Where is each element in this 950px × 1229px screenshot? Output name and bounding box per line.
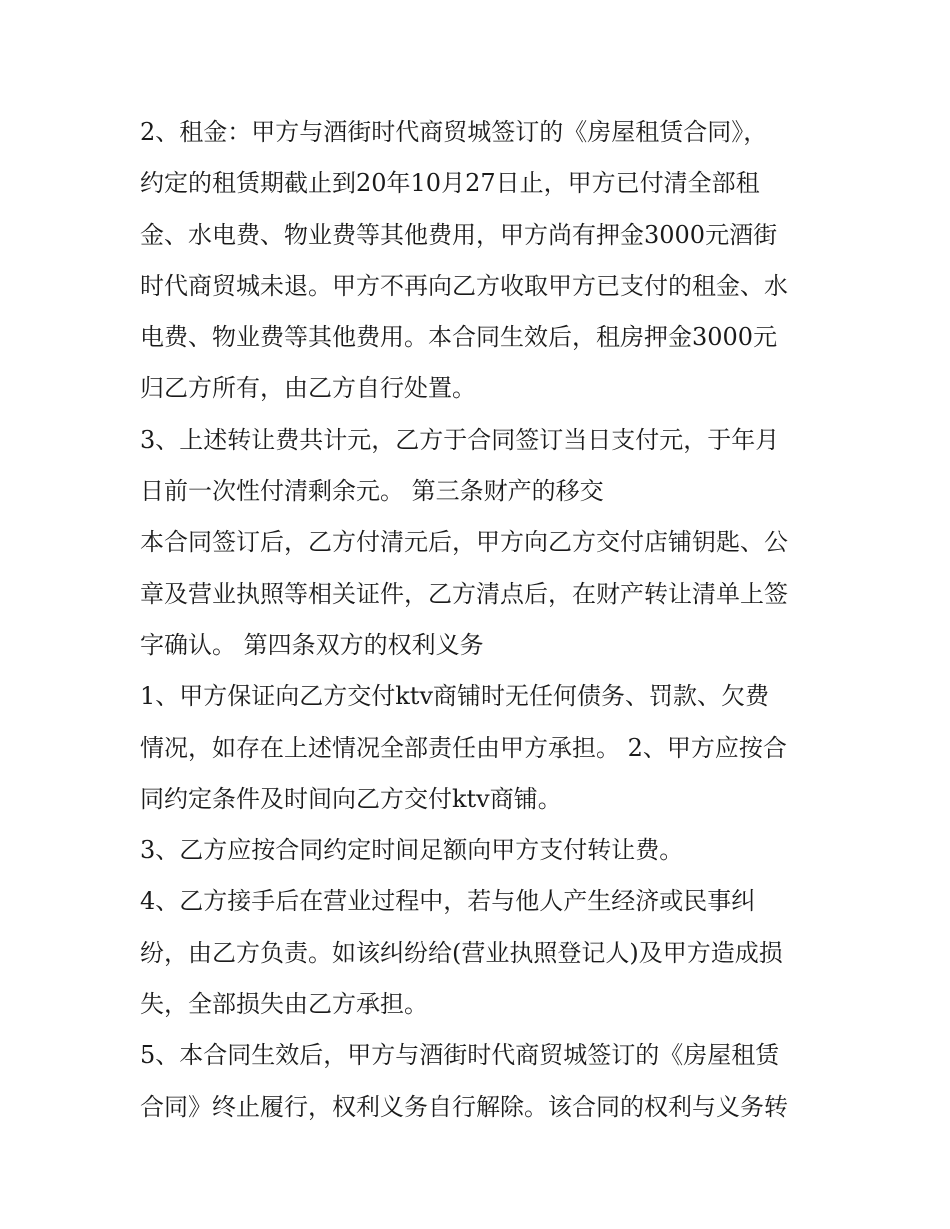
text-line: 情况，如存在上述情况全部责任由甲方承担。 2、甲方应按合 xyxy=(140,733,787,762)
text-line: 电费、物业费等其他费用。本合同生效后，租房押金3000元 xyxy=(140,323,778,352)
text-line: 纷，由乙方负责。如该纠纷给(营业执照登记人)及甲方造成损 xyxy=(140,938,783,967)
text-line: 5、本合同生效后，甲方与酒街时代商贸城签订的《房屋租赁 xyxy=(140,1041,780,1070)
text-line: 失，全部损失由乙方承担。 xyxy=(140,990,428,1019)
text-line: 金、水电费、物业费等其他费用，甲方尚有押金3000元酒街 xyxy=(140,220,778,249)
document-body xyxy=(140,107,820,1133)
text-line: 字确认。 第四条双方的权利义务 xyxy=(140,630,484,659)
text-line: 1、甲方保证向乙方交付ktv商铺时无任何债务、罚款、欠费 xyxy=(140,682,770,711)
text-line: 合同》终止履行，权利义务自行解除。该合同的权利与义务转 xyxy=(140,1092,788,1121)
text-line: 3、上述转让费共计元，乙方于合同签订当日支付元，于年月 xyxy=(140,425,780,454)
text-line: 4、乙方接手后在营业过程中，若与他人产生经济或民事纠 xyxy=(140,887,756,916)
text-line: 同约定条件及时间向乙方交付ktv商铺。 xyxy=(140,784,562,813)
text-line: 2、租金：甲方与酒街时代商贸城签订的《房屋租赁合同》， xyxy=(140,118,768,146)
text-line: 归乙方所有，由乙方自行处置。 xyxy=(140,374,476,403)
text-line: 章及营业执照等相关证件，乙方清点后，在财产转让清单上签 xyxy=(140,579,788,608)
text-line: 3、乙方应按合同约定时间足额向甲方支付转让费。 xyxy=(140,836,684,865)
text-line: 约定的租赁期截止到20年10月27日止，甲方已付清全部租 xyxy=(140,169,760,198)
text-line: 时代商贸城未退。甲方不再向乙方收取甲方已支付的租金、水 xyxy=(140,271,788,300)
text-line: 本合同签订后，乙方付清元后，甲方向乙方交付店铺钥匙、公 xyxy=(140,528,788,557)
text-line: 日前一次性付清剩余元。 第三条财产的移交 xyxy=(140,477,604,506)
